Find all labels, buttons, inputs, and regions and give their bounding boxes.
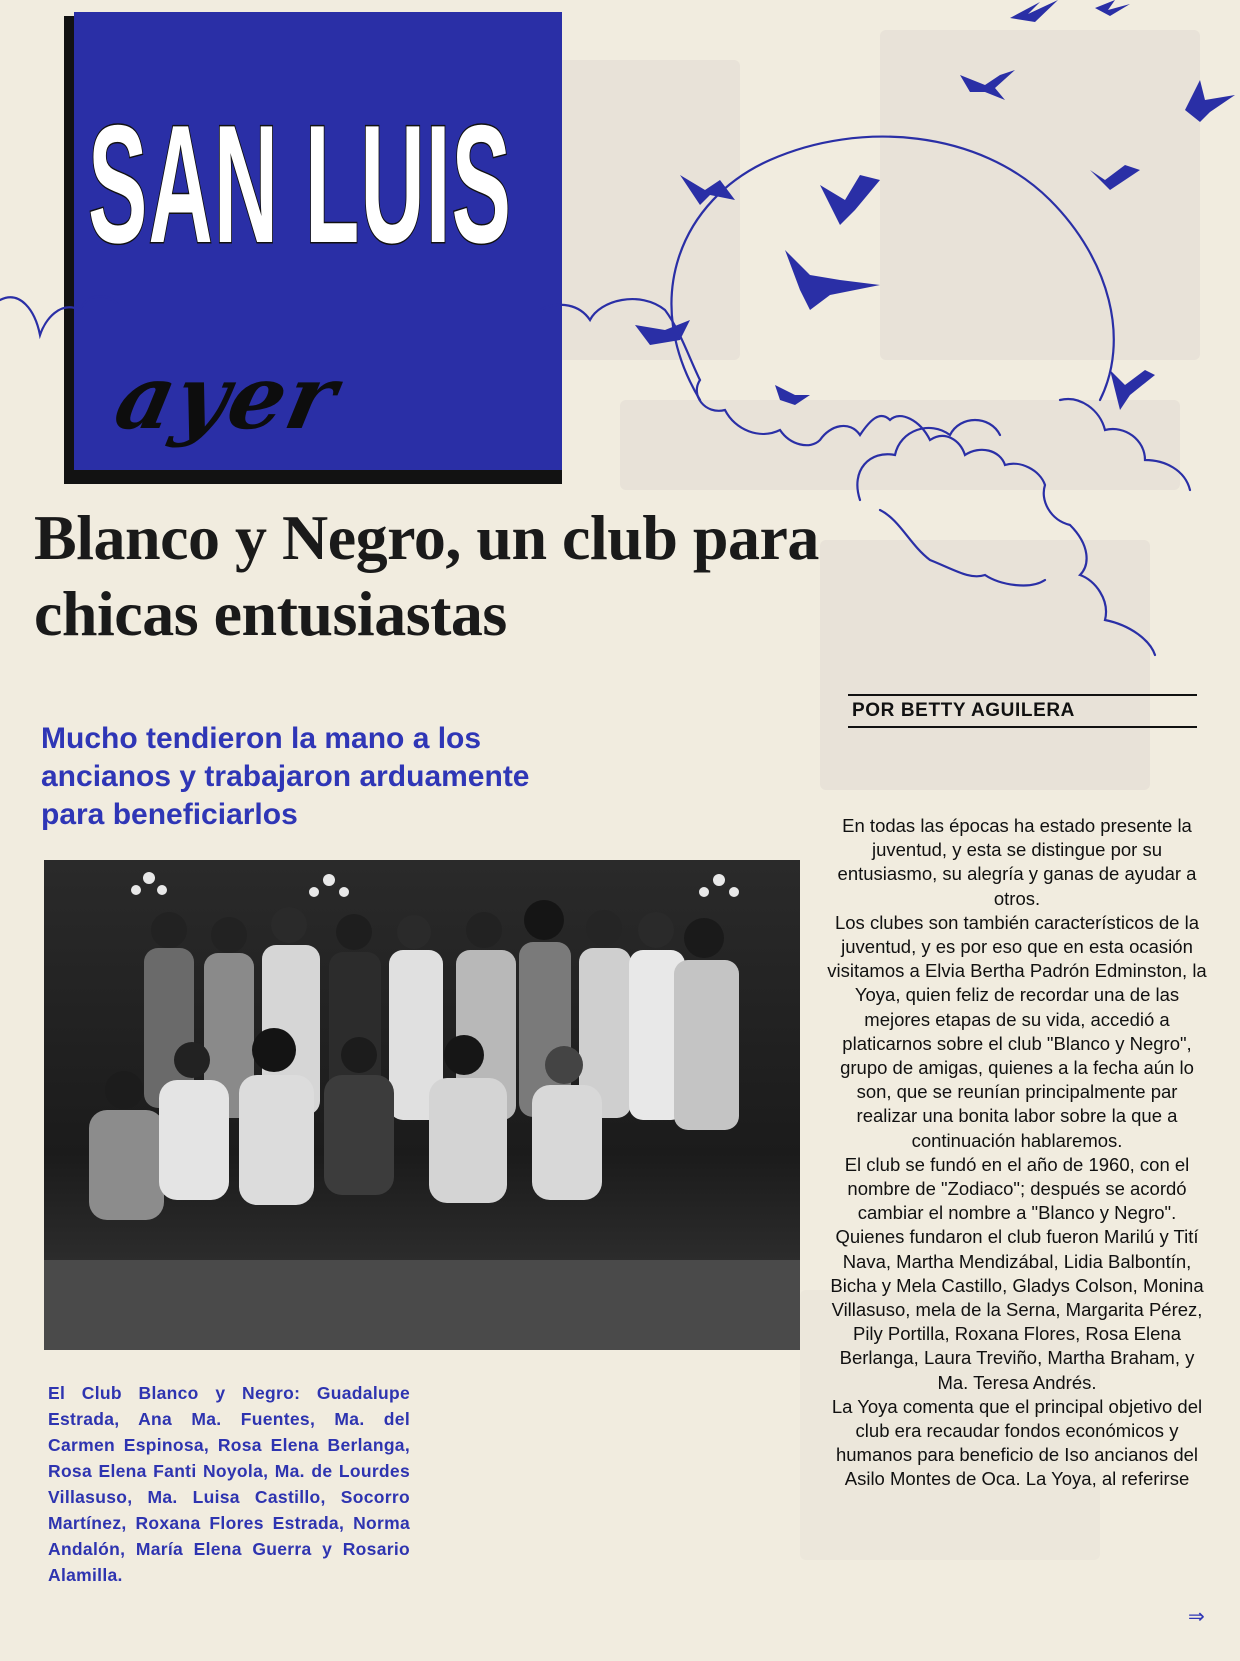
show-through-shape [620,400,1180,490]
continue-arrow-icon: ⇒ [1188,1604,1205,1628]
bird-icon [785,250,880,310]
body-paragraph: La Yoya comenta que el principal objetivo del club era recaudar fondos económicos y humanos para beneficio de Iso ancianos del Asilo Montes de Oca. La Yoya, al referirse [831,1395,1203,1490]
bird-icon [1010,0,1058,22]
group-photo-illustration [44,860,800,1350]
bird-icon [820,175,880,225]
deck-subheadline: Mucho tendieron la mano a los ancianos y trabajaron arduamente para beneficiarlos [41,722,530,831]
body-paragraph: En todas las épocas ha estado presente la juventud, y esta se distingue por su entusiasmo, su alegría y ganas de ayudar a otros. [837,815,1197,909]
photo-caption: El Club Blanco y Negro: Guadalupe Estrada, Ana Ma. Fuentes, Ma. del Carmen Espinosa, Rosa Elena Berlanga, Rosa Elena Fanti Noyola, Ma. de Lourdes Villasuso, Ma. Luisa Castillo, Socorro Martínez, Roxana Flores Estrada, Norma Andalón, María Elena Guerra y Rosario Alamilla. [48,1383,410,1585]
show-through-shape [880,30,1200,360]
body-paragraph: Los clubes son también característicos de la juventud, y es por eso que en esta ocasión visitamos a Elvia Bertha Padrón Edminston, la Yoya, quien feliz de recordar una de las mejores etapas de su vida, accedió a platicarnos sobre el club "Blanco y Negro", grupo de amigas, quienes a la fecha aún lo son, que se reunían principalmente par realizar una bonita labor sobre la que a continuación hablaremos. [827,911,1207,1151]
masthead-title: SAN LUIS [88,90,513,278]
article-body [826,814,1208,1492]
masthead-script: ayer [106,345,348,449]
byline: POR BETTY AGUILERA [848,694,1197,728]
group-photo [44,860,800,1350]
bird-icon [1095,0,1130,16]
headline: Blanco y Negro, un club para chicas entusiastas [34,502,819,649]
body-paragraph: El club se fundó en el año de 1960, con el nombre de "Zodiaco"; después se acordó cambiar el nombre a "Blanco y Negro". Quienes fundaron el club fueron Marilú y Tití Nava, Martha Mendizábal, Lidia Balbontín, Bicha y Mela Castillo, Gladys Colson, Monina Villasuso, mela de la Serna, Margarita Pérez, Pily Portilla, Roxana Flores, Rosa Elena Berlanga, Laura Treviño, Martha Braham, y Ma. Teresa Andrés. [830,1153,1204,1393]
